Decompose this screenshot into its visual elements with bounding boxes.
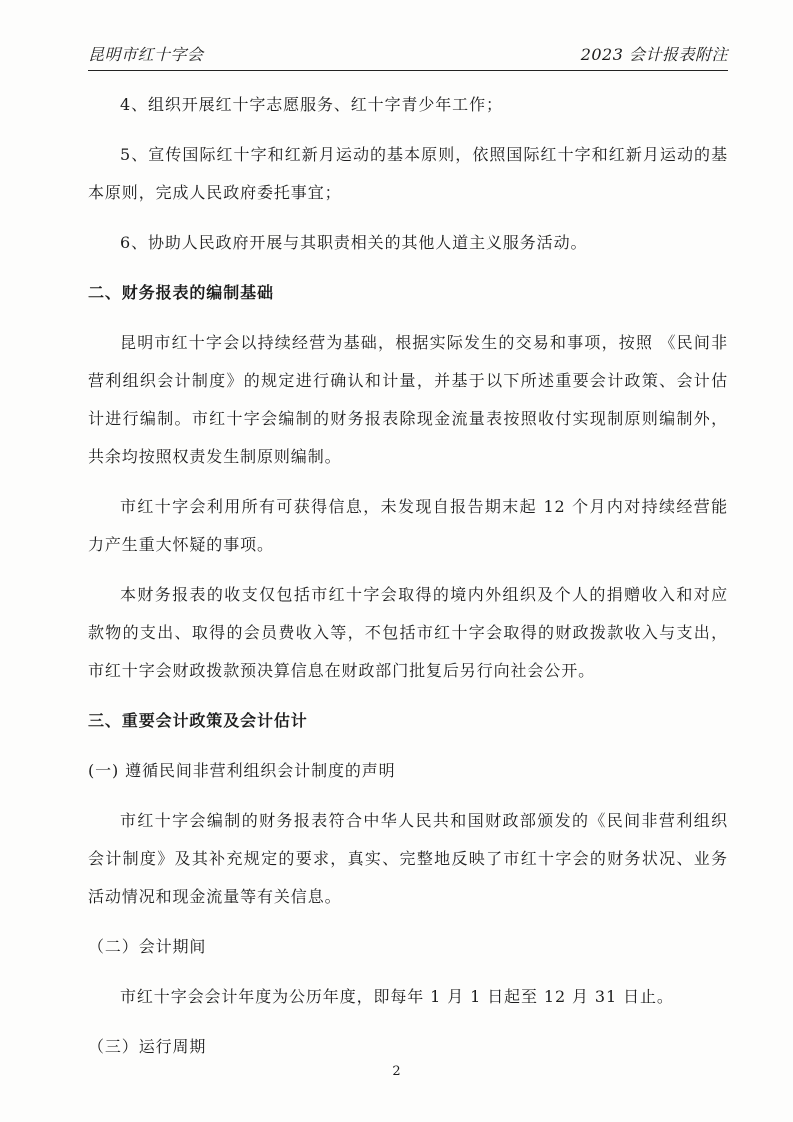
section-2-paragraph-3: 本财务报表的收支仅包括市红十字会取得的境内外组织及个人的捐赠收入和对应款物的支出、取得的会员费收入等，不包括市红十字会取得的财政拨款收入与支出，市红十字会财政拨款预决算信息在财政部门批复后另行向社会公开。 xyxy=(88,585,728,680)
page-header xyxy=(88,42,728,68)
header-rule xyxy=(88,70,728,71)
subsection-3-heading: （三）运行周期 xyxy=(88,1037,207,1056)
list-item-4: 4、组织开展红十字志愿服务、红十字青少年工作； xyxy=(120,95,503,114)
section-2-paragraph-2: 市红十字会利用所有可获得信息，未发现自报告期末起 12 个月内对持续经营能力产生重大怀疑的事项。 xyxy=(88,497,728,554)
subsection-2-heading: （二）会计期间 xyxy=(88,937,207,956)
section-2-heading: 二、财务报表的编制基础 xyxy=(88,283,274,302)
list-item-5: 5、宣传国际红十字和红新月运动的基本原则，依照国际红十字和红新月运动的基本原则，完成人民政府委托事宜； xyxy=(88,145,728,202)
section-2-paragraph-1: 昆明市红十字会以持续经营为基础，根据实际发生的交易和事项，按照 《民间非营利组织会计制度》的规定进行确认和计量，并基于以下所述重要会计政策、会计估计进行编制。市红十字会编制的财务报表除现金流量表按照收付实现制原则编制外，共余均按照权责发生制原则编制。 xyxy=(88,333,728,466)
subsection-1-heading: (一) 遵循民间非营利组织会计制度的声明 xyxy=(88,761,396,780)
header-org-name: 昆明市红十字会 xyxy=(88,45,204,64)
document-body xyxy=(88,86,728,1066)
subsection-1-paragraph: 市红十字会编制的财务报表符合中华人民共和国财政部颁发的《民间非营利组织会计制度》及其补充规定的要求，真实、完整地反映了市红十字会的财务状况、业务活动情况和现金流量等有关信息。 xyxy=(88,811,728,906)
section-3-heading: 三、重要会计政策及会计估计 xyxy=(88,711,308,730)
page-number: 2 xyxy=(392,1064,401,1079)
subsection-2-paragraph: 市红十字会会计年度为公历年度，即每年 1 月 1 日起至 12 月 31 日止。 xyxy=(120,987,674,1006)
header-doc-title: 2023 会计报表附注 xyxy=(580,45,728,64)
list-item-6: 6、协助人民政府开展与其职责相关的其他人道主义服务活动。 xyxy=(120,233,588,252)
